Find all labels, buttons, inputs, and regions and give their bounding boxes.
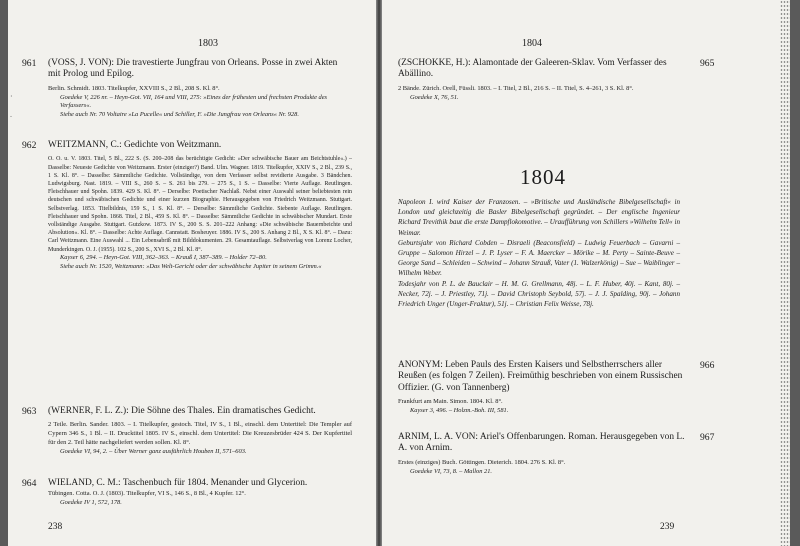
margin-mark: ∙ <box>10 112 12 121</box>
entry-ref: Siehe auch Nr. 1520, Weitzmann: »Das Welt-Gericht oder der schwäbische Jupiter in seinem Grimm.« <box>60 262 322 270</box>
entry-ref: Goedeke VI, 73, 8. – Mallon 21. <box>410 467 492 475</box>
events-paragraph: Geburtsjahr von Richard Cobden – Disraeli (Beaconsfield) – Ludwig Feuerbach – Gavarni – Gruppe – Salomon Hirzel – J. P. Lyser – F. A. Maercker – Mörike – M. Perty – Sainte-Beuve – George Sand – Schleiden – Schwind – Johann Strauß, Vater (1. Walzerkönig) – Sue – Waiblinger – Wilhelm Weber. <box>398 238 680 278</box>
page-header: 1803 <box>198 38 218 49</box>
entry-number: 965 <box>700 58 715 69</box>
entry-ref: Goedeke X, 76, 51. <box>410 93 459 101</box>
entry-967 <box>398 432 728 476</box>
events-paragraph: Napoleon I. wird Kaiser der Franzosen. – »Britische und Ausländische Bibelgesellschaft« in London und gleichzeitig die Basler Bibelgesellschaft gegründet. – Der englische Ingenieur Richard Trevithik baut die erste Dampflokomotive. – Uraufführung von Schillers »Wilhelm Tell« in Weimar. <box>398 198 680 237</box>
events-paragraph: Todesjahr von P. L. de Bauclair – H. M. G. Grellmann, 48j. – L. F. Huber, 40j. – Kant, 80j. – Necker, 72j. – J. Priestley, 71j. – David Christoph Seybold, 57j. – J. J. Spalding, 90j. – Johann Friedrich Unger (Unger-Fraktur), 51j. – Christian Felix Weisse, 78j. <box>398 279 680 309</box>
page-number: 238 <box>48 522 63 532</box>
entry-964 <box>22 478 352 508</box>
entry-ref: Goedeke VI, 94, 2. – Über Werner ganz ausführlich Houben II, 571–603. <box>60 447 247 455</box>
entry-963 <box>22 406 352 456</box>
entry-966 <box>398 360 728 416</box>
entry-title: WEITZMANN, C.: Gedichte von Weitzmann. <box>48 140 222 150</box>
year-events <box>398 197 680 309</box>
margin-mark: · <box>10 92 13 101</box>
entry-title: (ZSCHOKKE, H.): Alamontade der Galeeren-Sklav. Vom Verfasser des Abällino. <box>398 58 667 80</box>
entry-number: 961 <box>22 58 37 69</box>
entry-title: ANONYM: Leben Pauls des Ersten Kaisers und Selbstherrschers aller Reußen (es folgen 7 Zeilen). Freimüthig beschrieben von einem Russischen Offizier. (G. von Tannenberg) <box>398 360 683 393</box>
right-page <box>382 0 790 546</box>
entry-number: 962 <box>22 140 37 151</box>
entry-body: Frankfurt am Main. Simon. 1804. Kl. 8°. <box>398 398 503 406</box>
entry-number: 967 <box>700 432 715 443</box>
entry-965 <box>398 58 728 102</box>
entry-title: ARNIM, L. A. VON: Ariel's Offenbarungen. Roman. Herausgegeben von L. A. von Arnim. <box>398 432 685 454</box>
entry-number: 964 <box>22 478 37 489</box>
entry-number: 966 <box>700 360 715 371</box>
entry-body: 2 Teile. Berlin. Sander. 1803. – I. Titelkupfer, gestoch. Titel, IV S., 1 Bl., einschl. dem Untertitel: Die Templer auf Cypern 346 S., 1 Bl. – II. Drucktitel 1805. IV S., einschl. dem Untertitel: Die Kreuzesbrüder 424 S. Der Kupfertitel für den 2. Teil hätte nachgeliefert werden sollen. Kl. 8°. <box>48 421 352 446</box>
entry-number: 963 <box>22 406 37 417</box>
entry-961 <box>22 58 352 120</box>
entry-962 <box>22 140 352 271</box>
entry-body: O. O. u. V. 1803. Titel, 5 Bl., 222 S. (S. 200–208 das berüchtigte Gedicht: »Der schwäbische Bauer am Beichtstuhle«.) – Dasselbe: Neueste Gedichte von Weitzmann. Erster (einziger?) Band. Ulm. Wagner. 1819. Titelkupfer, XXIV S., 2 Bl., 239 S., 1 S. Kl. 8°. – Dasselbe: Sämmtliche Gedichte. Vollständige, von dem Verfasser selbst revidierte Ausgabe. 3 Bändchen. Ludwigsburg. Nast. 1819. – VIII S., 260 S. – S. 261 bis 279. – 275 S., 1 S. – Dasselbe: Vierte Auflage. Reutlingen. Fleischhauer und Spohn. 1839. 429 S. Kl. 8°. – Derselbe: Poetischer Nachlaß. Nebst einer Auswahl seiner beliebtesten rein deutschen und schwäbischen Gedichte und einer kurzen Biographie. Herausgegeben von Friedrich Weitzmann. Stuttgart. Selbstverlag. 1853. Titelbildnis, 159 S., 1 S. Kl. 8°. – Derselbe: Sämmtliche Gedichte. Siebente Auflage. Reutlingen. Fleischhauer und Spohn. 1868. Titel, 2 Bl., 459 S. Kl. 8°. – Dasselbe: Sämmtliche Gedichte in schwäbischer Mundart. Erste vollständige Ausgabe. Stuttgart. Gutzkow. 1873. IV S., 200 S. S. 201–222 Anhang: »Die schwäbische Bauernbeichte und Absolution«. Kl. 8°. – Dasselbe: Achte Auflage. Cannstatt. Bosheuyer. 1886. IV S., 200 S. Anhang 2 Bl., X S. Kl. 8°. – Dazu: Carl Weitzmann. Eine Auswahl ... Ein Lebensabriß mit Bilddokumenten. 29. Gesamtauflage. Selbstverlag von Lorenz Locher, Munderkingen. O. J. (1955). 102 S., 200 S., XVI S., 2 Bl. Kl. 8°. <box>48 156 352 253</box>
page-header: 1804 <box>522 38 542 49</box>
entry-title: (WERNER, F. L. Z.): Die Söhne des Thales. Ein dramatisches Gedicht. <box>48 406 316 416</box>
entry-ref: Goedeke V, 226 nr. – Heyn-Got. VII, 164 und VIII, 275: »Eines der frühesten und frechsten Produkte des Verfassers«. <box>60 93 328 110</box>
entry-body: 2 Bände. Zürich. Orell, Füssli. 1803. – I. Titel, 2 Bl., 216 S. – II. Titel, S. 4–261, 3 S. Kl. 8°. <box>398 84 634 92</box>
entry-ref: Kayser 3, 496. – Holzm.-Boh. III, 581. <box>410 406 509 414</box>
entry-ref: Siehe auch Nr. 70 Voltaire »La Pucelle« und Schiller, F. »Die Jungfrau von Orleans« Nr. 928. <box>60 110 299 118</box>
page-edge <box>780 0 790 546</box>
entry-ref: Goedeke IV 1, 572, 178. <box>60 499 122 507</box>
entry-body: Erstes (einziges) Buch. Göttingen. Dieterich. 1804. 276 S. Kl. 8°. <box>398 458 566 466</box>
year-heading: 1804 <box>520 165 566 189</box>
page-number: 239 <box>660 522 675 532</box>
left-page <box>8 0 376 546</box>
entry-body: Berlin. Schmidt. 1803. Titelkupfer, XXVIII S., 2 Bl., 208 S. Kl. 8°. <box>48 84 220 92</box>
entry-ref: Kayser 6, 294. – Heyn-Got. VIII, 362–363. – Krauß I, 387–389. – Holder 72–80. <box>60 253 267 261</box>
entry-body: Tübingen. Cotta. O. J. (1803). Titelkupfer, VI S., 146 S., 8 Bl., 4 Kupfer. 12°. <box>48 490 246 498</box>
entry-title: WIELAND, C. M.: Taschenbuch für 1804. Menander und Glycerion. <box>48 478 308 488</box>
entry-title: (VOSS, J. VON): Die travestierte Jungfrau von Orleans. Posse in zwei Akten mit Prolog und Epilog. <box>48 58 338 80</box>
